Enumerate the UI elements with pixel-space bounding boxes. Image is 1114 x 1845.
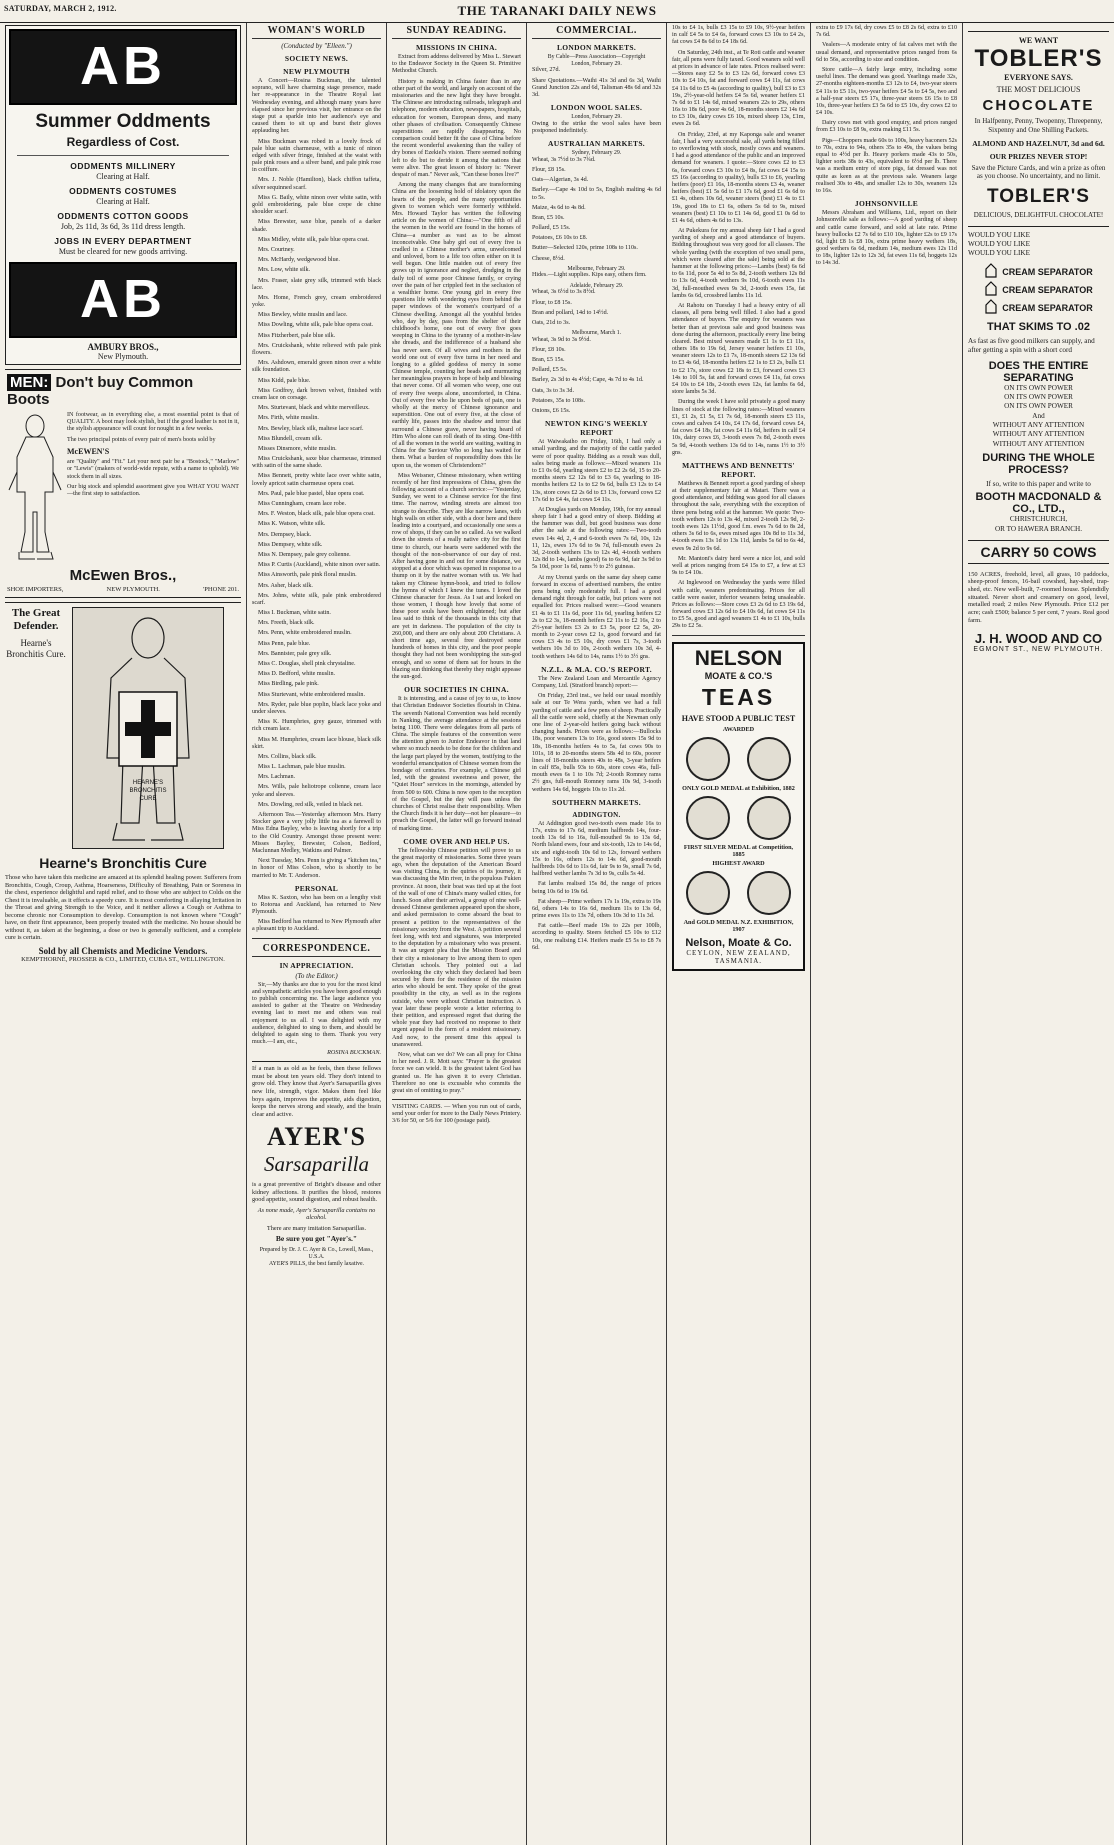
mcewen-brand-inline: McEWEN'S bbox=[67, 446, 110, 456]
nelson-awarded-label: AWARDED bbox=[722, 725, 755, 733]
paragraph: Extract from address delivered by Miss L. Stewart to the Endeavor Society in the Queen St. Primitive Methodist Church. bbox=[392, 54, 521, 75]
sep-branch-1: CHRISTCHURCH, bbox=[1009, 515, 1068, 524]
svg-text:BRONCHITIS: BRONCHITIS bbox=[129, 788, 167, 794]
ad-farm-listing: 150 ACRES, freehold, level, all grass, 10 paddocks, sheep-proof fences, 16-bail cowshed, hay-shed, trap-shed, etc. New well-built, 7-roomed house. Splendidly situated. Never short and creamery on good, level, metalled road; 2 miles New Plymouth. Price £12 per acre; cash £500; balance 5 per cent, 7 years. Real good farm. bbox=[968, 570, 1109, 624]
sep-ifso: If so, write to this paper and write to bbox=[986, 480, 1091, 489]
subheading-in-appreciation: IN APPRECIATION. bbox=[279, 960, 354, 970]
boot-figure-illustration bbox=[7, 412, 63, 562]
market-line: Butter—Selected 120s, prime 108s to 110s. bbox=[532, 245, 638, 252]
subheading-london-markets: LONDON MARKETS. bbox=[556, 43, 637, 52]
ambury-logo-plate-bottom bbox=[9, 262, 237, 338]
nelson-award-4: And GOLD MEDAL N.Z. EXHIBITION, 1907 bbox=[683, 918, 794, 933]
sep-does: DOES THE ENTIRE SEPARATING bbox=[988, 359, 1089, 384]
market-line: Maize, 4s 6d to 4s 8d. bbox=[532, 204, 586, 211]
sep-own-1: ON ITS OWN POWER bbox=[1004, 383, 1073, 392]
sep-question-3: WOULD YOU LIKE bbox=[968, 249, 1031, 258]
paragraph: Mr. Mantoni's dairy herd were a nice lot, and sold well at prices ranging from £4 15s to £7, a few at £3 9s to £4 10s. bbox=[672, 555, 805, 577]
subheading-southern-markets: SOUTHERN MARKETS. bbox=[552, 797, 641, 807]
paragraph: Pigs—Choppers made 60s to 100s, heavy baconers 52s to 70s, extra to 94s, others 35s to 49s, the values being equal to 4½d per lb. Heavy porkers made 43s to 50s, lighter sorts 38s to 43s, equivalent to 6½d per lb. There was a medium entry of store pigs, fat dressed was not quite as keen as at the previous sale. Weaners large realised 30s to 48s, and smaller 12s to 30s, weaners 12s to 16s. bbox=[816, 137, 957, 194]
paragraph: Mrs. Dowling, red silk, veiled in black net. bbox=[258, 801, 363, 808]
paragraph: Miss Bennett, pretty white lace over white satin, lovely apricot satin charmeuse opera coat. bbox=[252, 473, 381, 487]
dateline: Adelaide, February 29. bbox=[569, 282, 624, 289]
paragraph: Mrs. Home, French grey, cream embroidered yoke. bbox=[252, 294, 381, 309]
ambury-offer-label-1: ODDMENTS COSTUMES bbox=[69, 186, 177, 196]
paragraph: Mrs. Freeth, black silk. bbox=[258, 620, 315, 627]
paragraph: It is interesting, and a cause of joy to us, to know that Christian Endeavor Societies flourish in China. The seventh National Convention was held recently in Nanking, the average attendance at the sessions being 1100. There were delegates from all parts of China. The simple features of the convention were the attention given to Junior Endeavor in that land where so much needs to be done for the children and the large part played by the women, testifying to the wonderful emancipation of Chinese women from the bondage of centuries. For example, a Chinese girl led, with the greatest sweetness and power, the "Quiet Hour" services in the mornings, attended by from 500 to 600. China is now open to the reception of the Gospel, but the day will pass unless the churches of Christ realise their responsibility. When the Church finds it is her duty—not her pleasure—to preach the Gospel, the latter will go forward instead of marking time. bbox=[392, 696, 521, 832]
paragraph: Mrs. Cruickshank, white relieved with pale pink flowers. bbox=[252, 342, 381, 356]
market-line: Oats, 21d to 3s. bbox=[532, 319, 571, 326]
paragraph: Mrs. Low, white silk. bbox=[258, 267, 311, 274]
subheading-new-plymouth: NEW PLYMOUTH bbox=[283, 67, 350, 76]
tobler-most-delicious: THE MOST DELICIOUS bbox=[996, 85, 1081, 94]
ambury-firm-city: New Plymouth. bbox=[97, 352, 149, 361]
market-line: Wheat, 3s 6½d to 3s 8½d. bbox=[532, 289, 596, 296]
tobler-packets: In Halfpenny, Penny, Twopenny, Threepenny, Sixpenny and One Shilling Packets. bbox=[974, 117, 1103, 134]
medal-icon bbox=[747, 796, 791, 840]
tobler-prizes: OUR PRIZES NEVER STOP! bbox=[989, 151, 1088, 161]
paragraph: Miss Dowling, white silk, pale blue opera coat. bbox=[258, 322, 374, 329]
paragraph: Mrs. Wills, pale heliotrope colienne, cream lace yoke and sleeves. bbox=[252, 784, 381, 798]
paragraph: At Douglas yards on Monday, 19th, for my annual sheep fair I had a good entry of sheep. Bidding at the hammer was dull, but good business was done after the sale at the following rates:—Two-tooth ewes 14s 4d, 2, 4 and 6-tooth ewes 7s 6d, 10s, 12s 11, 12s, ewes 17s 6d to 9s 7d, full-mouth ewes 2s 3d, 2-tooth wethers 13s to 12s 4d, 4-tooth wethers 12s 8d to 14s, lambs (good) 6s to 6s 9d, fair 3s 9d to 5s 10d, poor 1s 6d, rams ½ to 2½ guineas. bbox=[532, 506, 661, 571]
subheading-matthews-bennetts: MATTHEWS AND BENNETTS' REPORT. bbox=[682, 460, 795, 479]
market-line: Bran, £5 10s. bbox=[532, 214, 565, 221]
ambury-subhead: Regardless of Cost. bbox=[66, 135, 180, 149]
market-line: Barley, 2s 3d to 4s 4½d; Cape, 4s 7d to 4s 1d. bbox=[532, 377, 644, 384]
cream-separator-line-2 bbox=[968, 281, 1109, 299]
paragraph: Among the many changes that are transforming China are the loosening hold of idolatory upon the hearts of the people, and the many opportunities given to women which were formerly withheld. Mrs. Howard Taylor has written the following article on the women of China:—"One fifth of all the women in the world are found in the homes of China—a number as vast as to be almost inconceivable. One baby girl out of every five is cradled in a Chinese mother's arms, unwelcomed and unloved, born to a life too often either on it is well begun. One little maiden out of every five grows up in ignorance and neglect, drudging in the daily toil of some poor Chinese family, or crying over the pain of her crippled feet in the seclusion of a wealthier home. One young girl in every five questions life with wondering eyes from behind the paper windows of the women's courtyard of a Chinese dwelling. Amongst all the youthful brides who, day by day, pass from the shelter of their childhood's home, one out of every five goes weeping in China to the tyranny of a mother-in-law she dreads, and the indifference of a husband she has never seen. Of all wives and mothers in the world one out of every five turns in her need and longing to a gilded goddess of mercy in some Chinese temple, counting her beads and murmuring her meaningless prayers in hope of help and blessing that never come. Of all women who weep, one out of every five weeps alone, uncomforted, in China. Out of every five who lie upon beds of pain, one is wholly at the mercy of Chinese ignorance and superstition. One out of every five, at the close of earthly life, passes into the shadow and terror that surround a Chinese grave, never having heard of Him Who alone can roll death of its sting. One-fifth of all the women in the world are waiting, waiting in China for the Saviour Who so long has waited for them. What a burden of responsibility does this lie upon us, the women of Christendom?" bbox=[392, 182, 521, 469]
paragraph: Miss Blundell, cream silk. bbox=[258, 435, 323, 442]
subheading-personal: PERSONAL bbox=[294, 883, 339, 893]
paragraph: Miss D. Bedford, white muslin. bbox=[258, 671, 336, 678]
tobler-varieties: ALMOND AND HAZELNUT, 3d and 6d. bbox=[972, 138, 1105, 148]
paragraph: Mrs. Fraser, slate grey silk, trimmed with black lace. bbox=[252, 277, 381, 291]
byline-press-association: By Cable—Press Association—Copyright bbox=[547, 54, 646, 60]
subheading-newton-kings-report: NEWTON KING'S WEEKLY REPORT bbox=[545, 419, 648, 438]
paragraph: Miss Dempsey, white silk. bbox=[258, 541, 323, 548]
paragraph: Next Tuesday, Mrs. Penn is giving a "kitchen tea," in honor of Miss Colson, who is shortly to be married to Mr. T. Anderson. bbox=[252, 858, 381, 879]
column-grid bbox=[0, 23, 1114, 1845]
ad-nelson-moate-teas[interactable] bbox=[672, 642, 805, 971]
paragraph: Fat sheep—Prime wethers 17s 1s 19s, extra to 19s 6d, others 14s to 16s 6d, medium 11s to 13s 6d, prime ewes 11s to 13s 7d, others 10s 3d to 11s 3d. bbox=[532, 898, 661, 920]
subheading-society-news: SOCIETY NEWS. bbox=[284, 54, 349, 63]
nelson-medals-3 bbox=[677, 871, 800, 915]
letter-signature: ROSINA BUCKMAN. bbox=[327, 1049, 381, 1057]
paragraph: Mrs. F. Weston, black silk, pale blue opera coat. bbox=[258, 511, 375, 518]
nelson-slogan: HAVE STOOD A PUBLIC TEST bbox=[681, 713, 796, 723]
market-line: Pollard, £5 5s. bbox=[532, 367, 568, 374]
paragraph: Mrs. J. Noble (Hamilton), black chiffon taffeta, silver sequinned scarf. bbox=[252, 177, 381, 191]
hearne-side-title: The Great Defender. bbox=[11, 607, 61, 632]
masthead bbox=[0, 0, 1114, 23]
section-heading-sunday-reading: SUNDAY READING. bbox=[392, 25, 521, 39]
divider bbox=[392, 1099, 521, 1100]
paragraph: Mrs. Penn, white embroidered muslin. bbox=[258, 630, 352, 637]
paragraph: Miss P. Curtis (Auckland), white ninon over satin. bbox=[258, 562, 381, 569]
paragraph: Fat lambs realised 15s 8d, the range of prices being 10s 6d to 19s 6d. bbox=[532, 881, 661, 895]
sep-without-2: WITHOUT ANY ATTENTION bbox=[992, 430, 1085, 439]
paragraph: During the week I have sold privately a good many lines of stock at the following rates:—Mixed weaners £1, £1 2s, £1 5s, £1 7s 6d, 18-month steers £3 11s, cows and calves £4 10s, £4 17s 6d, forward cows £4, fat cows £4 18s, fat cows £4 11s 6d, heifers in calf £4 10s, dairy cows £6, 3-tooth ewes 7s 8d, 2-tooth ewes 5s 9d, 4-tooth wethers 13s 6d to 14s, rams 1½ to 3½ gns. bbox=[672, 399, 805, 456]
paragraph: Afternoon Tea.—Yesterday afternoon Mrs. Harry Stocker gave a very jolly little tea as a farewell to Miss Edna Bayley, who is leaving shortly for a trip to the Old Country. Amongst those present were: Misses Bayley, Brewster, Colson, Bedford, Maclunnan Medley, Watkins and Palmer. bbox=[252, 812, 381, 854]
mcewen-prefix: MEN: bbox=[7, 374, 51, 391]
column-womans-world bbox=[246, 23, 386, 1845]
sep-question-1: WOULD YOU LIKE bbox=[968, 230, 1031, 239]
paragraph: Miss Bewley, white muslin and lace. bbox=[258, 312, 348, 319]
market-line: Oats—Algerian, 3s 4d. bbox=[532, 177, 589, 184]
ambury-headline: Summer Oddments bbox=[35, 111, 211, 132]
mcewen-para-2: The two principal points of every pair of men's boots sold by bbox=[67, 436, 216, 443]
ayer-brand: AYER'S bbox=[267, 1122, 366, 1152]
market-line: Bran, £5 15s. bbox=[532, 357, 565, 364]
subheading-nzl-report: N.Z.L. & M.A. CO.'S REPORT. bbox=[541, 664, 652, 674]
sep-without-1: WITHOUT ANY ATTENTION bbox=[992, 420, 1085, 429]
hearne-illustration bbox=[72, 607, 224, 849]
nelson-brand-line-2: MOATE & CO.'S bbox=[704, 670, 773, 681]
ad-jh-wood-firm[interactable] bbox=[968, 631, 1109, 653]
divider bbox=[672, 635, 805, 636]
ayer-note: As none made, Ayer's Sarsaparilla contains no alcohol. bbox=[257, 1206, 376, 1222]
subheading-our-societies-in-china: OUR SOCIETIES IN CHINA. bbox=[404, 685, 509, 695]
paragraph: Mrs. Collins, black silk. bbox=[258, 753, 317, 760]
nelson-medals bbox=[677, 737, 800, 781]
ambury-offer-sub-1: Clearing at Half. bbox=[96, 197, 150, 206]
svg-text:HEARNE'S: HEARNE'S bbox=[132, 780, 164, 786]
issue-date: SATURDAY, MARCH 2, 1912. bbox=[4, 4, 117, 13]
section-heading-womans-world: WOMAN'S WORLD bbox=[252, 25, 381, 39]
mcewen-para-1: IN footwear, as in everything else, a most essential point is that of QUALITY. A boot may look stylish, but if the good leather is not in it, the stylish appearance will count for nought in a few weeks. bbox=[67, 412, 239, 433]
ambury-monogram-2: AB bbox=[80, 269, 166, 329]
market-line: Share Quotations.—Waihi 41s 3d and 6s 3d, Waihi Grand Junction 22s and 6d, Talisman 48s 6d and 32s 3d. bbox=[532, 77, 661, 98]
paragraph: Miss Midley, white silk, pale blue opera coat. bbox=[258, 236, 369, 243]
section-heading-commercial: COMMERCIAL. bbox=[532, 25, 661, 39]
paragraph: Miss Cruickshank, saxe blue charmeuse, trimmed with satin of the same shade. bbox=[252, 456, 381, 470]
paragraph: At Rahotu on Tuesday I had a heavy entry of all classes, all pens being well filled. I also had a good attendance of buyers. The enquiry for weaners was better than at previous sale and good business was done during the afternoon, practically every line being cleared. Best mixed weaners made £1 1s to £1 11s, others 18s to 19s 6d, Jersey weaner heifers £1 10s, weaner steers 12s to £1 7s, 18-month steers £2 13s 6d to £3 4s 6d, 18-months heifers £2 1s to £3 2s, bulls £1 to £2 17s, store cows £2 18s to £3, forward cows £3 14s to 10l 5s, fat and forward cows £4 11s, fat cows £4 10s to £4 18s, 2-tooth ewes 12s, fat lambs 6s 6d, store lambs 5s 3d. bbox=[672, 302, 805, 396]
ambury-offer-sub-3: Must be cleared for new goods arriving. bbox=[58, 247, 188, 256]
divider bbox=[17, 155, 229, 156]
column-commercial bbox=[526, 23, 666, 1845]
tobler-everyone: EVERYONE SAYS. bbox=[1004, 73, 1073, 82]
paragraph: Miss Bedford has returned to New Plymouth after a pleasant trip to Auckland. bbox=[252, 919, 381, 933]
column-right-markets bbox=[810, 23, 962, 1845]
dateline: London, February 29. bbox=[571, 114, 622, 121]
cream-separator-label-2: CREAM SEPARATOR bbox=[1002, 302, 1093, 313]
sep-question-2: WOULD YOU LIKE bbox=[968, 240, 1031, 249]
paragraph: Vealers—A moderate entry of fat calves met with the usual demand, and representative prices ranged from 6s 6d to 56s, according to size and condition. bbox=[816, 42, 957, 63]
nelson-award-2: FIRST SILVER MEDAL at Competition, 1885 bbox=[683, 843, 794, 858]
visiting-cards-notice[interactable]: VISITING CARDS. — When you run out of cards, send your order for more to the Daily News Printery. 3/6 for 50, or 5/6 for 100 (postage paid). bbox=[392, 1104, 521, 1125]
hearne-copy: Those who have taken this medicine are amazed at its splendid healing power. Sufferers from Bronchitis, Cough, Croup, Asthma, Hoarseness, Difficulty of Breathing, Pain or Soreness in the chest, experience delightful and rapid relief, and to those who are subject to Colds on the Chest it is invaluable, as it effects a speedy cure. It is most comforting in allaying Irritation in the Throat and giving Strength to the Voice, and it neither allows a Cough or Asthma to become chronic nor Consumption to develop. Consumption is not known where "Cough" have, on their first appearance, been properly treated with the medicine. No house should be without it, as taken at the beginning, a dose or two is generally sufficient, and a complete cure is certain. bbox=[5, 874, 241, 942]
newspaper-title: THE TARANAKI DAILY NEWS bbox=[457, 3, 657, 18]
tobler-chocolate-word: CHOCOLATE bbox=[982, 97, 1095, 114]
subheading-addington: ADDINGTON. bbox=[572, 810, 621, 819]
sep-and: And bbox=[1032, 411, 1045, 420]
ad-toblers-chocolate[interactable] bbox=[968, 31, 1109, 220]
market-line: Bran and pollard, 14d to 14½d. bbox=[532, 309, 609, 316]
sep-own-3: ON ITS OWN POWER bbox=[1004, 402, 1073, 411]
hearne-address: KEMPTHORNE, PROSSER & CO., LIMITED, CUBA ST., WELLINGTON. bbox=[21, 955, 225, 963]
column-sunday-reading bbox=[386, 23, 526, 1845]
paragraph: extra to £9 17s 6d, dry cows £5 to £8 2s 6d, extra to £10 7s 6d. bbox=[816, 25, 957, 39]
ambury-firm-name: AMBURY BROS., bbox=[87, 342, 159, 352]
ad-ambury-bros[interactable] bbox=[5, 25, 241, 365]
hearne-sold-line: Sold by all Chemists and Medicine Vendors. bbox=[38, 945, 208, 956]
market-line: Onions, £6 15s. bbox=[532, 408, 571, 415]
medal-icon bbox=[686, 737, 730, 781]
paragraph: Miss K. Saxton, who has been on a lengthy visit to Rotorua and Auckland, has returned to New Plymouth. bbox=[252, 894, 381, 916]
nelson-product: TEAS bbox=[701, 683, 776, 710]
ambury-offer-label-3: JOBS IN EVERY DEPARTMENT bbox=[54, 236, 192, 246]
paragraph: Fat cattle—Beef made 19s to 22s per 100lb, according to quality. Steers fetched £5 10s to £12 10s, one realising £14. Heifers made £5 5s to £8 7s 6d. bbox=[532, 923, 661, 951]
paragraph: At my Urenui yards on the same day sheep came forward in excess of advertised numbers, the entire pens being only moderately full. I had a good demand right through for cattle, but prices were not equalled for. Prices realised were:—Good weaners £1 4s to £1 11s 6d, poor 11s 6d, yearling heifers £2 2s to £2 3s, 18-month heifers £2 11s to £2 16s, 2 to 2½-year heifers £3 2s to £3 5s, poor £2 5s, 20-month to 2-year cows £2 1s, good forward and fat cows £3 4s to £5 10s, dry cows £1 7s, 3-tooth wethers 10s 3d to 10s, 2-tooth wethers 10s 3d, 4-tooth wethers 14s 6d to 14s, rams 1½ to 3½ gns. bbox=[532, 574, 661, 660]
ambury-monogram: AB bbox=[80, 36, 166, 96]
tobler-want: WE WANT bbox=[1018, 36, 1059, 45]
paragraph: Miss G. Baily, white ninon over white satin, with gold embroidering, pale blue crepe de chine shoulder scarf. bbox=[252, 194, 381, 216]
wood-address: EGMONT ST., NEW PLYMOUTH. bbox=[973, 645, 1104, 653]
wood-firm-name: J. H. WOOD AND CO bbox=[974, 630, 1103, 646]
market-line: Flour, £8 10s. bbox=[532, 346, 566, 353]
paragraph: Mrs. Ryder, pale blue poplin, black lace yoke and under sleeves. bbox=[252, 701, 381, 715]
medal-icon bbox=[686, 871, 730, 915]
column-market-reports-continued bbox=[666, 23, 810, 1845]
mcewen-firm-name: McEwen Bros., bbox=[69, 567, 177, 584]
nelson-medals-2 bbox=[677, 796, 800, 840]
paragraph: Miss M. Humphries, cream lace blouse, black silk skirt. bbox=[252, 736, 381, 750]
paragraph: Miss K. Humphries, grey gauze, trimmed with rich cream lace. bbox=[252, 719, 381, 733]
paragraph: Now, what can we do? We can all pray for China in her need. J. R. Mott says: "Prayer is the greatest force we can wield. It is the greatest talent God has granted us. He has given it to every Christian. Therefore no one is excusable who commits the great sin of omitting to pray." bbox=[392, 1051, 521, 1094]
paragraph: Miss Brewster, saxe blue, panels of a darker shade. bbox=[252, 219, 381, 233]
separator-icon bbox=[984, 281, 998, 299]
paragraph: 10s to £4 1s, bulls £3 15s to £9 10s, 9½-year heifers in calf £4 5s to £4 6s, forward cows £3 10s to £4 2s, fat cows £4 8s 6d to £4 18s 6d. bbox=[672, 25, 805, 46]
medal-icon bbox=[747, 737, 791, 781]
paragraph: Misses Dinsmore, white muslin. bbox=[258, 445, 337, 452]
paragraph: Mrs. Dempsey, black. bbox=[258, 531, 312, 538]
ayer-quote: If a man is as old as he feels, then these fellows must be about ten years old. They don't intend to grow old. They know that Ayer's Sarsaparilla gives new life, strength, vigor. Makes them feel like boys again, improves the appetite, aids digestion, keeps the nerves strong and steady, and the brain clear and active. bbox=[252, 1065, 381, 1118]
tobler-brand-2: TOBLER'S bbox=[987, 186, 1090, 207]
ayer-copy: is a great preventive of Bright's disease and other kidney affections. It purifies the blood, restores good appetite, sound digestion, and robust health. bbox=[252, 1181, 381, 1204]
paragraph: Mrs. McHardy, wedgewood blue. bbox=[258, 257, 340, 264]
mcewen-title-text: Don't buy Common Boots bbox=[7, 374, 194, 408]
nelson-award-3: HIGHEST AWARD bbox=[712, 859, 765, 867]
tobler-delicious: DELICIOUS, DELIGHTFUL CHOCOLATE! bbox=[973, 211, 1104, 219]
medal-icon bbox=[686, 796, 730, 840]
paragraph: Miss Penn, pale blue. bbox=[258, 640, 311, 647]
paragraph: Miss L. Lachman, pale blue muslin. bbox=[258, 764, 346, 771]
market-line: Potatoes, £6 10s to £8. bbox=[532, 235, 588, 242]
mcewen-para-4: Our big stock and splendid assortment give you WHAT YOU WANT—the first step to satisfaction. bbox=[67, 483, 239, 497]
column-advertisements bbox=[0, 23, 246, 1845]
paragraph: Miss Sturtevant, white embroidered muslin. bbox=[258, 691, 365, 698]
paragraph: Dairy cows met with good enquiry, and prices ranged from £3 10s to £8 9s, extra making £11 5s. bbox=[816, 120, 957, 134]
letter-body: Sir,—My thanks are due to you for the most kind and sympathetic articles you have been good enough to publish concerning me. The large audience you assisted to gather at the Theatre on Wednesday evening last to meet me and others was real enjoyment to us all. I was delighted with my audience, delighted to sing to them, and should be delighted to again sing to them. Thank you very much.—I am, etc., bbox=[252, 981, 381, 1046]
subheading-london-wool-sales: LONDON WOOL SALES. bbox=[550, 103, 643, 113]
paragraph: Miss Godfrey, dark brown velvet, finished with cream lace on corsage. bbox=[252, 387, 381, 401]
paragraph: Mrs. Courtney. bbox=[258, 246, 295, 253]
letter-addressee: (To the Editor.) bbox=[295, 971, 338, 980]
ayer-pills-line: AYER'S PILLS, the best family laxative. bbox=[268, 1260, 365, 1267]
paragraph: At Waiwakaiho on Friday, 16th, I had only a small yarding, and the majority of the cattle yarded were of poor quality. Bidding as a result was dull, sales being made as follows:—Mixed weaners 11s to £1 0s 6d, yearling steers £2 to £2 2s 6d, 15 to 20-months steers £2 12s 6d to £3 6s, yearling to 18-months heifers £2 1s to £2 9s 6d, bulls £3 12s to £4 13s, store cows £2 2s 6d to £3 13s, forward cows £2 17s 6d to £4 4s, fat cows £4 11s. bbox=[532, 439, 661, 503]
separator-icon bbox=[984, 299, 998, 317]
svg-text:CURE: CURE bbox=[139, 796, 157, 802]
paragraph: Mrs. Sturtevant, black and white merveilleux. bbox=[258, 405, 370, 412]
paragraph: Mrs. Firth, white muslin. bbox=[258, 415, 319, 422]
medal-icon bbox=[747, 871, 791, 915]
cream-separator-label-1: CREAM SEPARATOR bbox=[1002, 284, 1093, 295]
ad-mcewen-bros[interactable] bbox=[5, 369, 241, 598]
sep-branch-2: OR TO HAWERA BRANCH. bbox=[994, 524, 1082, 533]
sep-own-2: ON ITS OWN POWER bbox=[1004, 392, 1073, 401]
sep-skims: THAT SKIMS TO .02 bbox=[987, 320, 1090, 333]
paragraph: The New Zealand Loan and Mercantile Agency Company, Ltd. (Stratford branch) report:— bbox=[532, 675, 661, 690]
cream-separator-label-0: CREAM SEPARATOR bbox=[1002, 266, 1093, 277]
paragraph: Miss K. Watson, white silk. bbox=[258, 521, 326, 528]
dateline: Sydney, February 29. bbox=[571, 150, 622, 157]
tobler-save-cards: Save the Picture Cards, and win a prize as often as you choose. No uncertainty, and no limit. bbox=[971, 163, 1106, 181]
ambury-logo-plate-top bbox=[9, 29, 237, 105]
paragraph: A Concert—Rosina Buckman, the talented soprano, will have charming stage presence, made her re-appearance in the Theatre Royal last Wednesday evening, and although many years have elapsed since her previous visit, her entrance on the stage put a sparkle into her audience's eye and caused them to sit up and burst their gloves applauding her. bbox=[252, 78, 381, 135]
paragraph: At Inglewood on Wednesday the yards were filled with cattle, weaners predominating. Prices for all cattle were easier, inferior weaners being unsaleable. Prices as follows:—Store cows £3 2s 6d to £3 19s 6d, forward cows £3 12s 6d to £4 10s 6d, fat cows £4 11s to £5 5s, good and aged weaners £1 4s to £1 10s, bulls 29s to £2 5s. bbox=[672, 580, 805, 630]
subheading-johnsonville: JOHNSONVILLE bbox=[854, 199, 919, 209]
ad-hearnes-bronchitis-cure[interactable] bbox=[5, 602, 241, 963]
mcewen-foot-mid: NEW PLYMOUTH. bbox=[106, 586, 160, 593]
ad-cream-separator[interactable] bbox=[968, 226, 1109, 534]
market-line: Flour, to £8 15s. bbox=[532, 299, 572, 306]
paragraph: Mrs. Lachman. bbox=[258, 774, 296, 781]
sep-intro: As fast as five good milkers can supply, and after getting a spin with a short cord bbox=[968, 336, 1095, 355]
ayer-manufacturer: Prepared by Dr. J. C. Ayer & Co., Lowell, Mass., U.S.A. bbox=[259, 1247, 374, 1261]
paragraph: Miss Cunningham, cream lace robe. bbox=[258, 501, 346, 507]
ayer-be-sure: Be sure you get "Ayer's." bbox=[275, 1234, 358, 1244]
market-line: Pollard, £5 15s. bbox=[532, 225, 571, 232]
subheading-missions-in-china: MISSIONS IN CHINA. bbox=[415, 43, 498, 52]
paragraph: Miss Buckman was robed in a lovely frock of pale blue satin charmeuse, with a tunic of ninon edged with silver fringe, finished at the waist with pale pink roses and a silver band, and pale pink rose in coiffure. bbox=[252, 138, 381, 174]
market-line: Hides.—Light supplies. Kips easy, others firm. bbox=[532, 272, 647, 279]
column-ads-right bbox=[962, 23, 1114, 1845]
paragraph: On Friday, 23rd inst., we held our usual monthly sale at our Te Wera yards, when we had a full yarding of cattle and a few pens of sheep. Practically all the cattle were sold, chiefly at the Newman only one line of 2-year-old heifers going back without changing hands. Prices were as follows:—Bullocks 18s, poor weaners 13s to 16s, good steers 15s 9d to 18s, 18-months heifers 4s to 5s, fat cows 90s to 101s, 18 to 20-months steers 58s 4d to 60s, poorer lines of 18-months steers 40s to 48s, 3-year heifers in calf 85s, bulls 93s to 60s, store cows 46s, full-mouth ewes 6s 1 to 10s 7d; 2-tooth Romney rams 2½ gns, full-mouth Romney rams 10s 9d, 3-tooth wethers 14s 6d, hoggets 10s to 11s 2d. bbox=[532, 693, 661, 793]
paragraph: Miss Birdling, pale pink. bbox=[258, 681, 319, 688]
market-line: Silver, 27d. bbox=[532, 67, 561, 74]
cream-separator-line-3 bbox=[968, 299, 1109, 317]
paragraph: On Saturday, 24th inst., at Te Roti cattle and weaner fair, all pens were fully taxed. Good weaners sold well at prices in advance of late rates. Prices realised were:—Stores easy £2 5s to £3 12s 6d, forward cows £3 10s to £4 10s, fat and forward cows £4 11s, fat cows £4 11s 6d to £5 4s (according to quality), bull £3 to £3 19s, 2½-year-old heifers £4 5s 6d, weaner heifers £1 7s 6d to £1 14s 6d, mixed weaners 22s to 29s, others 16s to 18s 6d, poor 4s 6d, 18-months steers £2 14s 6d to £3 10s, dairy cows £6 10s, mixed sheep 13s, £1m, ewes 2s 6d. bbox=[672, 49, 806, 128]
paragraph: Mrs. Bannister, pale grey silk. bbox=[258, 650, 332, 657]
paragraph: At Pukekura for my annual sheep fair I had a good yarding of sheep and a good attendance of buyers. Bidding throughout was very good for all classes. The whole yarding (with the exception of two small pens, which were cleared after the sale) being sold at the hammer at the following prices:—Lambs (best) 6s 6d to 6s 11d, poor 5s 4d to 5s 8d, 2-tooth wethers 12s 8d to 13s 6d, 4-tooth wethers 9s 10d, 6-tooth ewes 11s 3d, full-mouthed ewes 9s 3d, 2-tooth ewes 15s, fat lambs 6s 6d, crossbred lambs 11s 1d. bbox=[672, 228, 805, 299]
paragraph: Mrs. Paul, pale blue pastel, blue opera coat. bbox=[258, 490, 365, 497]
paragraph: History is making in China faster than in any other part of the world, and largely on account of the missionaries and the new light they have brought. The Chinese are introducing railroads, telegraph and telephone, modern education, newspapers, hospitals, education for women, European dress, and many other phases of civilisation. Consequently Chinese superstitions are rapidly disappearing. No comparison could better fit the case of China before the recent wonderful awakening than the valley of dry bones of Ezekiel's vision. There seemed nothing left to do but to deride it among the nations that were alive. The great lesson of history is: "Never despair of man." Never ask, "Can these bones live?" bbox=[392, 78, 521, 178]
hearne-side-sub: Hearne's Bronchitis Cure. bbox=[6, 638, 66, 659]
ad-ayers-sarsaparilla[interactable] bbox=[252, 1061, 381, 1267]
subheading-australian-markets: AUSTRALIAN MARKETS. bbox=[548, 139, 645, 149]
womans-world-body bbox=[252, 78, 381, 880]
separator-icon bbox=[984, 263, 998, 281]
nelson-origin: CEYLON, NEW ZEALAND, TASMANIA. bbox=[686, 948, 791, 965]
sep-during: DURING THE WHOLE PROCESS? bbox=[982, 452, 1095, 477]
market-line: Wheat, 3s 9d to 3s 9½d. bbox=[532, 336, 591, 343]
paragraph: Store cattle—A fairly large entry, including some useful lines. The demand was good. Yearlings made 32s, 27-months eighteen-months £3 12s to £4, two-year steers £4 11s to £5 11s, two-year heifers £4 5s to £4 5s, two and a half-year steers £5 17s, three-year steers £6 15s to £8 10s, three-year heifers £3 5s 6d to £5 10s, dry cows £2 to £4 10s. bbox=[816, 66, 957, 117]
paragraph: Miss I. Buckman, white satin. bbox=[258, 610, 331, 617]
market-line: Barley.—Cape 4s 10d to 5s, English malting 4s 6d to 5s. bbox=[532, 187, 661, 201]
paragraph: Messrs Abraham and Williams, Ltd., report on their Johnsonville sale as follows:—A good yarding of sheep and cattle came forward, and sold at late rate. Prime heavy bullocks £2 7s 6d to £10 10s, lighter £2s to £9 17s 6d, light £8 1s £8 10s, extra prime heavy wethers 18s, good wethers 6s 6d, medium 14s, medium ewes 12s 11d to 18s, lighter 12s to 12s 3d, fat ewes 11s 6d, hoggets 12s to 14s 3d. bbox=[816, 210, 957, 267]
paragraph: At Addington good two-tooth ewes made 16s to 17s, extra to 17s 6d, medium halfbreds 14s, four-tooth 13s 6d to 16s, full-mouthed 9s to 13s 6d, North Island ewes, four and six-tooth, 12s to 14s 6d, six and eight-tooth 10s 6d to 12s, forward wethers 15s to 16s, others 12s to 14s 6d, good-mouth halfbreds 10s 6d to 11s 6d, fair 9s to 9s, small 7s 6d, halfbred wether lambs 7s 3d to 9s, culls 5s 4d. bbox=[532, 820, 661, 878]
mcewen-headline bbox=[7, 374, 239, 408]
ambury-offer-label-2: ODDMENTS COTTON GOODS bbox=[57, 211, 189, 221]
paragraph: On Friday, 23rd, at my Kaponga sale and weaner fair, I had a very successful sale, all yards being filled to overflowing with stock, mostly cows and weaners. I had a good attendance of the public and an improved demand for weaners. I quote:—Store cows £2 to £3 6s, forward cows £3 10s to £4 8s, fat cows £4 15s to £5 16s (according to quality), bulls £3 to £6, yearling heifers (poor) £1 16s, 18-months steers £3 4s, weaner heifers (best) £1 5s 6d to £1 17s 6d, good £1 6s 6d to £1 4s, others 10s 6d, weaner steers (best) £1 4s to £1 19s, good 18s to £1 6s, others 5s 6d to 9s, mixed weaners (best) £1 10s to £1 14s 6d, good £1 0s 6d to £1 4s 6d, others 4s 6d to 13s. bbox=[672, 131, 805, 224]
mcewen-foot-left: SHOE IMPORTERS, bbox=[7, 586, 64, 593]
nelson-award-1: ONLY GOLD MEDAL at Exhibition, 1882 bbox=[682, 784, 795, 792]
section-heading-correspondence: CORRESPONDENCE. bbox=[252, 943, 381, 957]
paragraph: Mrs. Bewley, black silk, maltese lace scarf. bbox=[258, 425, 364, 432]
nelson-brand-line-1: NELSON bbox=[694, 646, 783, 670]
dateline-london: London, February 29. bbox=[571, 60, 622, 67]
paragraph: Mrs. Johns, white silk, pale pink embroidered scarf. bbox=[252, 592, 381, 606]
ayer-product: Sarsaparilla bbox=[263, 1152, 370, 1177]
paragraph: Matthews & Bennett report a good yarding of sheep at their supplementary fair at Matari. There was a good attendance, and bidding was good for all classes throughout the sale, everything with the exception of three pens being sold at the hammer. We quote: Two-tooth wethers 12s to 13s 4d, mixed 2-tooth 12s 9d, 2-tooth ewes 12s 11½d, good f.m. ewes 7s 6d to 8s 2d, others 3s 6d to 6s, ewes mixed ages 10s 8d to 11s 3d, 4-tooth ewes 13s 1d to 13s 11d, lambs 5s 6d to 6s 4d, ewes 9s 2d to 9s 6d. bbox=[672, 480, 805, 552]
paragraph: Miss N. Dempsey, pale grey colienne. bbox=[258, 551, 351, 558]
mcewen-para-3: are "Quality" and "Fit." Let your next pair be a "Bostock," "Marlow" or "Lewis" (makers of world-wide repute, with a name to uphold). We stock them in all sizes. bbox=[67, 459, 239, 480]
mcewen-foot-right: 'PHONE 201. bbox=[203, 586, 239, 593]
ad-carry-50-cows-heading[interactable]: CARRY 50 COWS bbox=[968, 540, 1109, 564]
ambury-offer-label-0: ODDMENTS MILLINERY bbox=[70, 161, 176, 171]
dateline: Melbourne, February 29. bbox=[567, 265, 626, 272]
conducted-by: (Conducted by "Elleen.") bbox=[281, 42, 352, 50]
paragraph: The fellowship Chinese petition will prove to us the great majority of missionaries. Some three years ago, when the deputation of the American Board was visiting China, in the quiries of its journey, it was discussing the Min river, in the populous Fukien province. At noon, their boat was tied up at the foot of the wall of one of China's many walled cities, for lunch. Soon after their arrival, a group of nine well-dressed Chinese gentlemen appeared upon the shore, and asked permission to come aboard the boat to present a petition to the representatives of the missionary society from the West. A petition several feet long, with text and signatures, was interpreted to the deputation by a missionary who was present. It was an urgent plea that the Mission Board and their city a missionary to live among them to open Christian schools. They pointed out a lad overlooking the city which they declared had been secured by them for the residence of the mission aries who should be sent. They spoke of the great possibility in the city, as well as in the regions outside, who were without Christian instruction. A year later these people wrote a letter referring to their petition, and expressed regret that during the whole year they had received no response to their urgent appeal in the form of a resident missionary. And now, to the present time this appeal is unanswered. bbox=[392, 847, 521, 1048]
hearne-headline: Hearne's Bronchitis Cure bbox=[39, 855, 207, 871]
market-line: Potatoes, 35s to 108s. bbox=[532, 397, 585, 404]
mcewen-copy bbox=[67, 412, 239, 562]
sep-without-3: WITHOUT ANY ATTENTION bbox=[992, 439, 1085, 448]
ayer-warning: There are many imitation Sarsaparillas. bbox=[266, 1224, 367, 1232]
market-line: Cheese, 8½d. bbox=[532, 255, 565, 262]
hearne-side-caption bbox=[5, 607, 67, 849]
paragraph: Mrs. Ashdown, emerald green ninon over a white silk foundation. bbox=[252, 360, 381, 374]
ambury-offer-sub-2: Job, 2s 11d, 3s 6d, 3s 11d dress length. bbox=[60, 222, 186, 231]
subheading-come-over-and-help-us: COME OVER AND HELP US. bbox=[403, 836, 510, 846]
divider bbox=[252, 938, 381, 939]
market-line: Oats, 3s to 3s 3d. bbox=[532, 387, 574, 394]
market-line: Owing to the strike the wool sales have been postponed indefinitely. bbox=[532, 120, 661, 134]
dateline: Melbourne, March 1. bbox=[571, 330, 622, 337]
market-line: Flour, £8 15s. bbox=[532, 166, 566, 173]
tobler-brand: TOBLER'S bbox=[974, 45, 1103, 72]
ambury-offer-sub-0: Clearing at Half. bbox=[96, 172, 150, 181]
paragraph: Miss Ainsworth, pale pink floral muslin. bbox=[258, 572, 357, 579]
paragraph: Miss Kidd, pale blue. bbox=[258, 377, 311, 384]
paragraph: Miss Weissner, Chinese missionary, when writing recently of her first impressions of China, gives the following account of a church service:—"Yesterday, Sunday, we went to a Chinese service for the first time. The narrow, winding streets are almost too strange to describe. They are like narrow lanes, with high walls on either side, with a door here and there leading into a courtyard, and occasionally one sees a row of shops, if they can be so called. As we walked down the streets of a really native city for the first time to church, our hearts were saddened with the thought of the non-observance of our day of rest. After having gone in and out for some distance, we stopped at a door which was opened in response to a thump on it by the native woman with us. We had taken my Chinese hymn-book, and tried to follow the hymns of which I knew the tunes. I loved the Chinese character for Jesus. As I sat and looked on those women, I though how lovely that some of these poor souls have been enlightened; but after less said to think of the thousands in this city that are yet in darkness. The population of the city is 260,000, and there are only about 200 Christians. A short time ago, several free destroyed some hundreds of homes in this city, and the poor people thought they had not been worshipping the sun-god enough, and so some of them sat for hours in the blazing sun thinking that thereby they might appease the sun-god. bbox=[392, 472, 521, 680]
paragraph: Miss Fitzherbert, pale blue silk. bbox=[258, 332, 336, 339]
nelson-firm: Nelson, Moate & Co. bbox=[685, 936, 792, 949]
paragraph: Mrs. Asher, black silk. bbox=[258, 582, 313, 589]
market-line: Wheat, 3s 7½d to 3s 7¾d. bbox=[532, 156, 596, 163]
sep-firm: BOOTH MACDONALD & CO., LTD., bbox=[975, 491, 1102, 516]
paragraph: Miss C. Douglas, shell pink chrystaline. bbox=[258, 661, 356, 667]
cream-separator-line-1 bbox=[968, 263, 1109, 281]
